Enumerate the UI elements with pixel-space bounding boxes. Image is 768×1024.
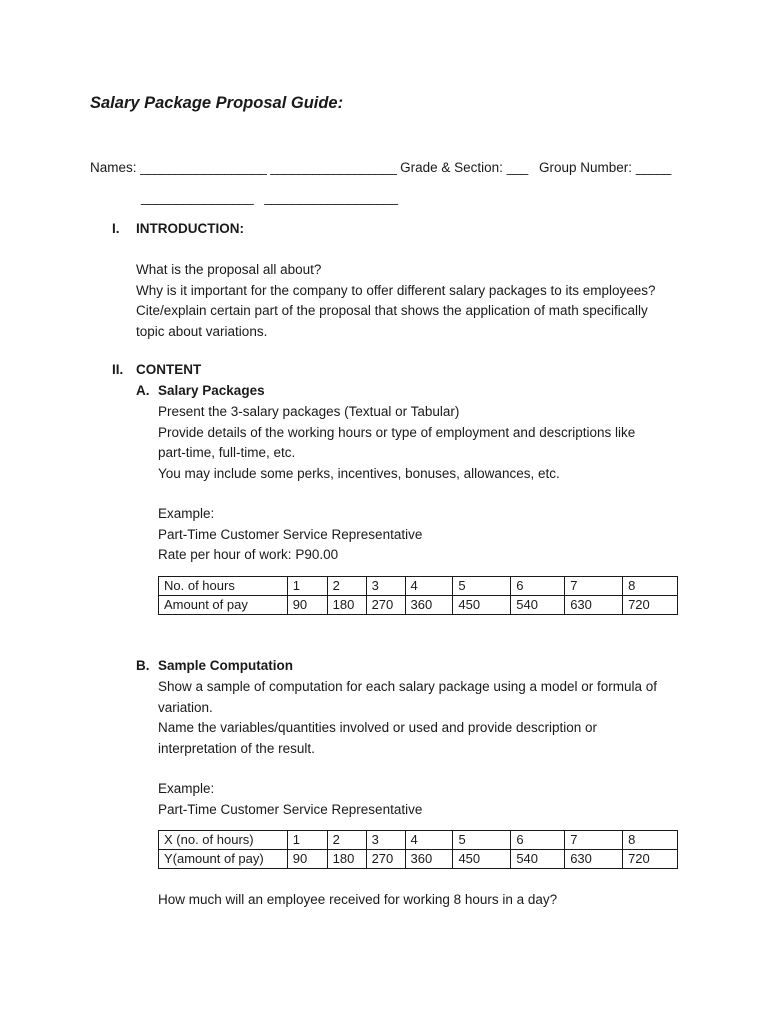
section-1-heading: INTRODUCTION: (136, 221, 244, 236)
table-cell: 1 (287, 577, 327, 596)
table-row (159, 596, 678, 615)
subsection-b-example (158, 779, 422, 820)
names-second-line (141, 188, 398, 208)
intro-line: Cite/explain certain part of the proposal that shows the application of math specifically (136, 303, 648, 318)
table-cell: 360 (405, 596, 453, 615)
table-cell: 450 (453, 850, 511, 869)
table-cell: 1 (287, 831, 327, 850)
table-cell: 4 (405, 831, 453, 850)
table-cell: 180 (327, 596, 366, 615)
group-number-blank[interactable]: _____ (635, 160, 671, 175)
example-rate: Rate per hour of work: P90.00 (158, 547, 339, 562)
document-title: Salary Package Proposal Guide: (90, 94, 344, 112)
table-cell: 7 (565, 831, 623, 850)
grade-section-label: Grade & Section: (400, 160, 503, 175)
table-cell: 8 (623, 831, 678, 850)
table-cell: 90 (287, 850, 327, 869)
computation-line: interpretation of the result. (158, 740, 315, 756)
example-label: Example: (158, 781, 215, 796)
table-cell: 630 (565, 596, 623, 615)
table-cell: 90 (287, 596, 327, 615)
table-cell: 630 (565, 850, 623, 869)
row-label-hours: No. of hours (159, 577, 288, 596)
table-cell: 5 (453, 831, 511, 850)
salary-table-a (158, 576, 678, 615)
names-line (90, 158, 671, 178)
example-job-title: Part-Time Customer Service Representative (158, 526, 423, 542)
computation-line: Show a sample of computation for each salary package using a model or formula of (158, 679, 658, 694)
table-cell: 270 (366, 596, 405, 615)
table-cell: 540 (511, 596, 565, 615)
intro-line: What is the proposal all about? (136, 262, 322, 277)
row-label-x: X (no. of hours) (159, 831, 288, 850)
row-label-y: Y(amount of pay) (159, 850, 288, 869)
sample-question: How much will an employee received for working 8 hours in a day? (158, 892, 558, 907)
name-blank-1[interactable]: __________________ (140, 160, 267, 175)
section-1-numeral: I. (112, 221, 120, 236)
group-number-label: Group Number: (539, 160, 633, 175)
table-cell: 450 (453, 596, 511, 615)
table-cell: 360 (405, 850, 453, 869)
salary-packages-line: part-time, full-time, etc. (158, 445, 296, 460)
example-label: Example: (158, 506, 215, 521)
subsection-a-heading: Salary Packages (158, 383, 265, 398)
table-cell: 8 (623, 577, 678, 596)
intro-line: Why is it important for the company to offer different salary packages to its employees? (136, 282, 656, 298)
name-blank-4[interactable]: ___________________ (264, 190, 398, 205)
table-cell: 4 (405, 577, 453, 596)
table-cell: 270 (366, 850, 405, 869)
intro-line: topic about variations. (136, 323, 268, 339)
table-row (159, 577, 678, 596)
computation-line: Name the variables/quantities involved or used and provide description or (158, 720, 598, 735)
name-blank-2[interactable]: __________________ (270, 160, 397, 175)
subsection-b-body (158, 677, 657, 759)
row-label-pay: Amount of pay (159, 596, 288, 615)
salary-packages-line: You may include some perks, incentives, bonuses, allowances, etc. (158, 465, 560, 481)
table-cell: 2 (327, 831, 366, 850)
section-2-heading: CONTENT (136, 362, 202, 377)
section-1-body (136, 260, 656, 342)
names-label: Names: (90, 160, 137, 175)
table-cell: 6 (511, 577, 565, 596)
computation-line: variation. (158, 699, 213, 715)
section-2-numeral: II. (112, 362, 124, 377)
table-cell: 3 (366, 831, 405, 850)
table-cell: 2 (327, 577, 366, 596)
table-cell: 6 (511, 831, 565, 850)
table-cell: 7 (565, 577, 623, 596)
table-cell: 180 (327, 850, 366, 869)
grade-section-blank[interactable]: ___ (506, 160, 528, 175)
table-cell: 3 (366, 577, 405, 596)
table-cell: 5 (453, 577, 511, 596)
subsection-a-body (158, 402, 635, 484)
table-cell: 720 (623, 850, 678, 869)
salary-packages-line: Present the 3-salary packages (Textual or Tabular) (158, 404, 460, 419)
subsection-a-letter: A. (136, 383, 150, 398)
salary-packages-line: Provide details of the working hours or type of employment and descriptions like (158, 424, 636, 440)
table-row (159, 831, 678, 850)
table-cell: 540 (511, 850, 565, 869)
table-row (159, 850, 678, 869)
name-blank-3[interactable]: ________________ (141, 190, 254, 205)
example-job-title: Part-Time Customer Service Representative (158, 801, 423, 817)
computation-table-b (158, 830, 678, 869)
subsection-b-heading: Sample Computation (158, 658, 294, 673)
subsection-a-example (158, 504, 422, 566)
subsection-b-letter: B. (136, 658, 150, 673)
table-cell: 720 (623, 596, 678, 615)
